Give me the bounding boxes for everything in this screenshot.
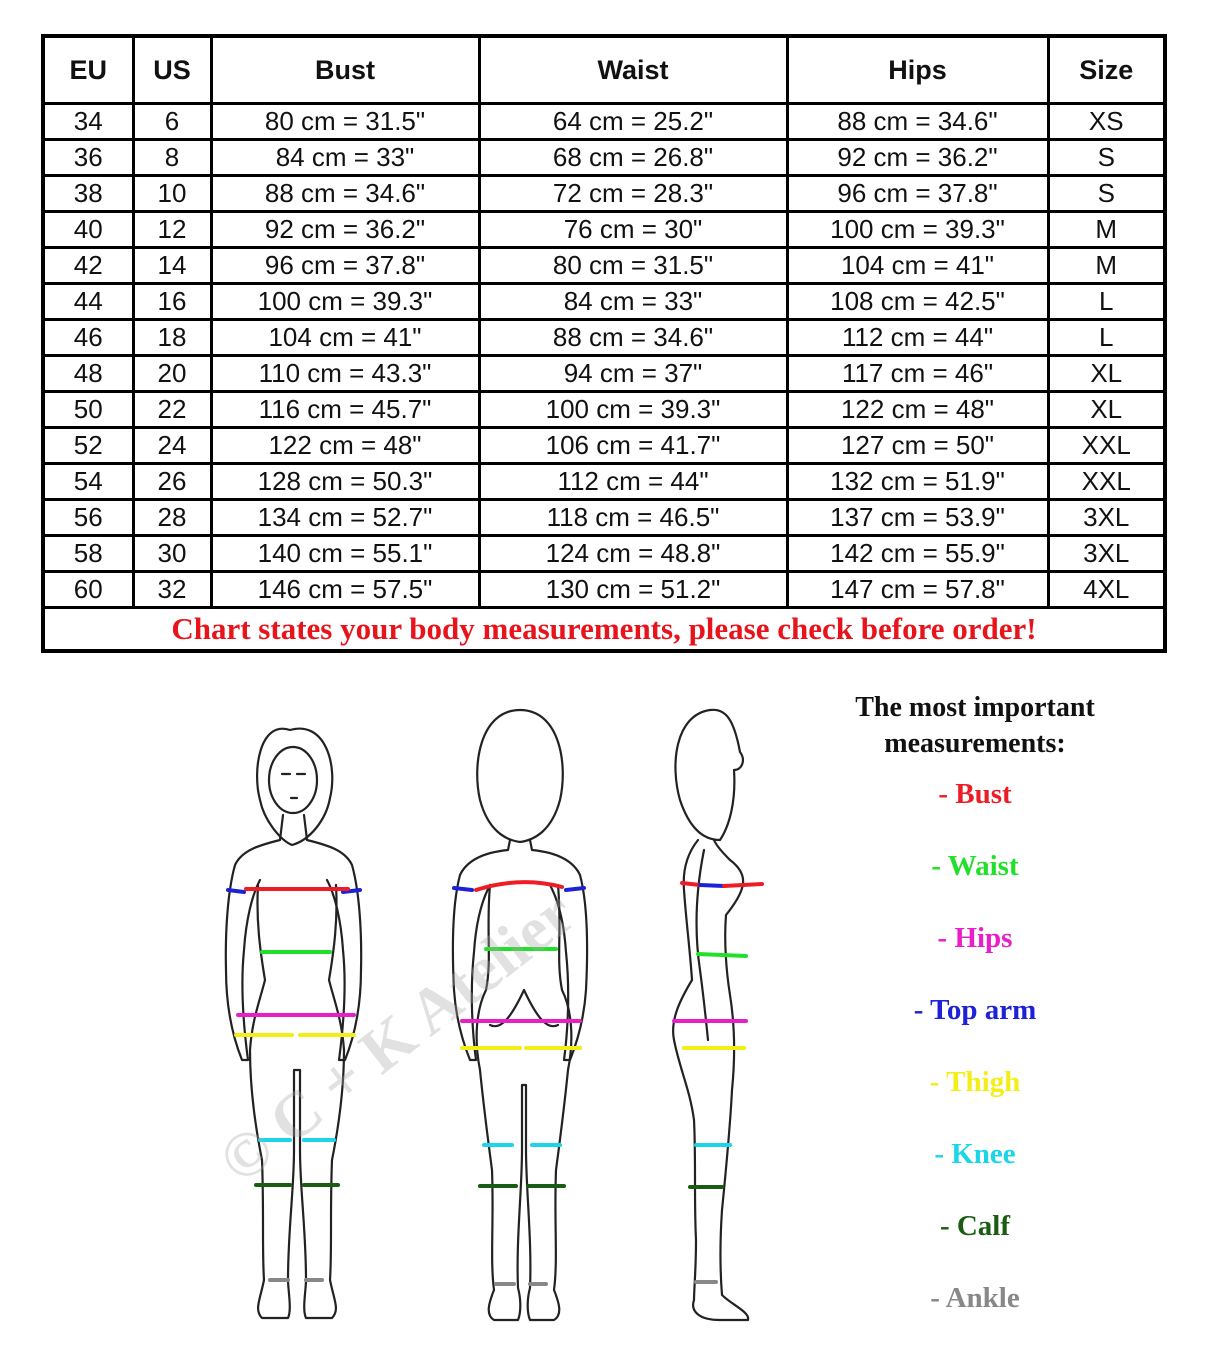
table-cell: 106 cm = 41.7" (479, 428, 787, 464)
side-figure (673, 710, 748, 1320)
table-cell: 88 cm = 34.6" (211, 176, 479, 212)
table-cell: 24 (133, 428, 211, 464)
table-cell: XXL (1048, 464, 1165, 500)
table-cell: L (1048, 284, 1165, 320)
table-row (43, 428, 1165, 464)
table-cell: M (1048, 248, 1165, 284)
table-row (43, 320, 1165, 356)
table-cell: 80 cm = 31.5" (479, 248, 787, 284)
side-top-arm-line (700, 885, 724, 886)
table-cell: 16 (133, 284, 211, 320)
column-header: EU (43, 36, 133, 104)
back-top-arm-right-line (566, 888, 584, 890)
measurement-legend (820, 690, 1130, 1314)
table-cell: 104 cm = 41" (211, 320, 479, 356)
table-cell: 110 cm = 43.3" (211, 356, 479, 392)
table-cell: 14 (133, 248, 211, 284)
body-figures (200, 690, 800, 1350)
table-row (43, 356, 1165, 392)
side-bust-front-line (724, 884, 762, 886)
legend-title-line1: The most important (855, 692, 1095, 723)
table-cell: 116 cm = 45.7" (211, 392, 479, 428)
table-cell: 64 cm = 25.2" (479, 104, 787, 140)
table-body (43, 104, 1165, 608)
table-cell: 4XL (1048, 572, 1165, 608)
table-cell: 32 (133, 572, 211, 608)
table-cell: 96 cm = 37.8" (211, 248, 479, 284)
table-cell: L (1048, 320, 1165, 356)
table-cell: 124 cm = 48.8" (479, 536, 787, 572)
table-row (43, 176, 1165, 212)
table-row (43, 500, 1165, 536)
table-cell: 128 cm = 50.3" (211, 464, 479, 500)
table-cell: 38 (43, 176, 133, 212)
table-cell: 100 cm = 39.3" (211, 284, 479, 320)
table-cell: 94 cm = 37" (479, 356, 787, 392)
legend-item: - Thigh (929, 1066, 1021, 1098)
table-cell: 22 (133, 392, 211, 428)
table-cell: 88 cm = 34.6" (479, 320, 787, 356)
table-cell: 18 (133, 320, 211, 356)
table-cell: 88 cm = 34.6" (787, 104, 1048, 140)
table-cell: 122 cm = 48" (211, 428, 479, 464)
table-cell: 76 cm = 30" (479, 212, 787, 248)
legend-item: - Waist (931, 850, 1019, 882)
table-row (43, 464, 1165, 500)
table-cell: 48 (43, 356, 133, 392)
table-cell: 80 cm = 31.5" (211, 104, 479, 140)
table-cell: 132 cm = 51.9" (787, 464, 1048, 500)
table-cell: 100 cm = 39.3" (479, 392, 787, 428)
table-cell: 50 (43, 392, 133, 428)
column-header: Bust (211, 36, 479, 104)
table-cell: 60 (43, 572, 133, 608)
table-row (43, 572, 1165, 608)
table-row (43, 104, 1165, 140)
table-cell: 84 cm = 33" (211, 140, 479, 176)
table-cell: 127 cm = 50" (787, 428, 1048, 464)
table-cell: M (1048, 212, 1165, 248)
table-cell: 146 cm = 57.5" (211, 572, 479, 608)
table-cell: 30 (133, 536, 211, 572)
table-cell: 117 cm = 46" (787, 356, 1048, 392)
back-top-arm-left-line (454, 888, 472, 890)
table-cell: 108 cm = 42.5" (787, 284, 1048, 320)
side-waist-line (698, 954, 746, 956)
table-row (43, 212, 1165, 248)
table-cell: XXL (1048, 428, 1165, 464)
column-header: Hips (787, 36, 1048, 104)
table-cell: S (1048, 140, 1165, 176)
table-cell: 6 (133, 104, 211, 140)
table-cell: 100 cm = 39.3" (787, 212, 1048, 248)
front-top-arm-left-line (228, 890, 244, 892)
table-cell: 54 (43, 464, 133, 500)
table-row (43, 248, 1165, 284)
table-cell: 140 cm = 55.1" (211, 536, 479, 572)
table-cell: 112 cm = 44" (787, 320, 1048, 356)
column-header: Waist (479, 36, 787, 104)
table-cell: 36 (43, 140, 133, 176)
table-cell: 34 (43, 104, 133, 140)
table-cell: 104 cm = 41" (787, 248, 1048, 284)
table-cell: 134 cm = 52.7" (211, 500, 479, 536)
table-cell: 112 cm = 44" (479, 464, 787, 500)
table-cell: 130 cm = 51.2" (479, 572, 787, 608)
table-header-row (43, 36, 1165, 104)
front-figure (226, 729, 361, 1318)
legend-item: - Ankle (930, 1282, 1020, 1314)
note-row (43, 608, 1165, 652)
table-cell: 28 (133, 500, 211, 536)
column-header: Size (1048, 36, 1165, 104)
table-cell: S (1048, 176, 1165, 212)
table-cell: XL (1048, 356, 1165, 392)
legend-item: - Bust (938, 778, 1012, 810)
table-cell: 8 (133, 140, 211, 176)
table-row (43, 392, 1165, 428)
legend-item: - Top arm (913, 994, 1037, 1026)
table-cell: 52 (43, 428, 133, 464)
table-cell: 96 cm = 37.8" (787, 176, 1048, 212)
table-cell: 92 cm = 36.2" (211, 212, 479, 248)
table-cell: 72 cm = 28.3" (479, 176, 787, 212)
side-bust-line (682, 883, 700, 885)
table-cell: XL (1048, 392, 1165, 428)
table-cell: 92 cm = 36.2" (787, 140, 1048, 176)
table-cell: 12 (133, 212, 211, 248)
table-cell: 40 (43, 212, 133, 248)
table-cell: 147 cm = 57.8" (787, 572, 1048, 608)
table-cell: 84 cm = 33" (479, 284, 787, 320)
table-cell: 68 cm = 26.8" (479, 140, 787, 176)
table-cell: 20 (133, 356, 211, 392)
table-row (43, 536, 1165, 572)
table-row (43, 284, 1165, 320)
table-cell: 46 (43, 320, 133, 356)
table-cell: 3XL (1048, 536, 1165, 572)
legend-item: - Calf (939, 1210, 1011, 1242)
table-cell: XS (1048, 104, 1165, 140)
table-row (43, 140, 1165, 176)
table-cell: 142 cm = 55.9" (787, 536, 1048, 572)
legend-title-line2: measurements: (884, 728, 1066, 759)
table-cell: 122 cm = 48" (787, 392, 1048, 428)
table-cell: 137 cm = 53.9" (787, 500, 1048, 536)
table-cell: 56 (43, 500, 133, 536)
table-cell: 58 (43, 536, 133, 572)
size-chart-table (41, 34, 1167, 653)
table-cell: 44 (43, 284, 133, 320)
table-cell: 42 (43, 248, 133, 284)
table-cell: 118 cm = 46.5" (479, 500, 787, 536)
legend-item: - Hips (937, 922, 1013, 954)
measurement-note: Chart states your body measurements, please check before order! (43, 608, 1165, 652)
watermark: © C + K Atelier (205, 876, 588, 1197)
table-cell: 3XL (1048, 500, 1165, 536)
legend-item: - Knee (934, 1138, 1016, 1170)
table-cell: 10 (133, 176, 211, 212)
column-header: US (133, 36, 211, 104)
table-cell: 26 (133, 464, 211, 500)
